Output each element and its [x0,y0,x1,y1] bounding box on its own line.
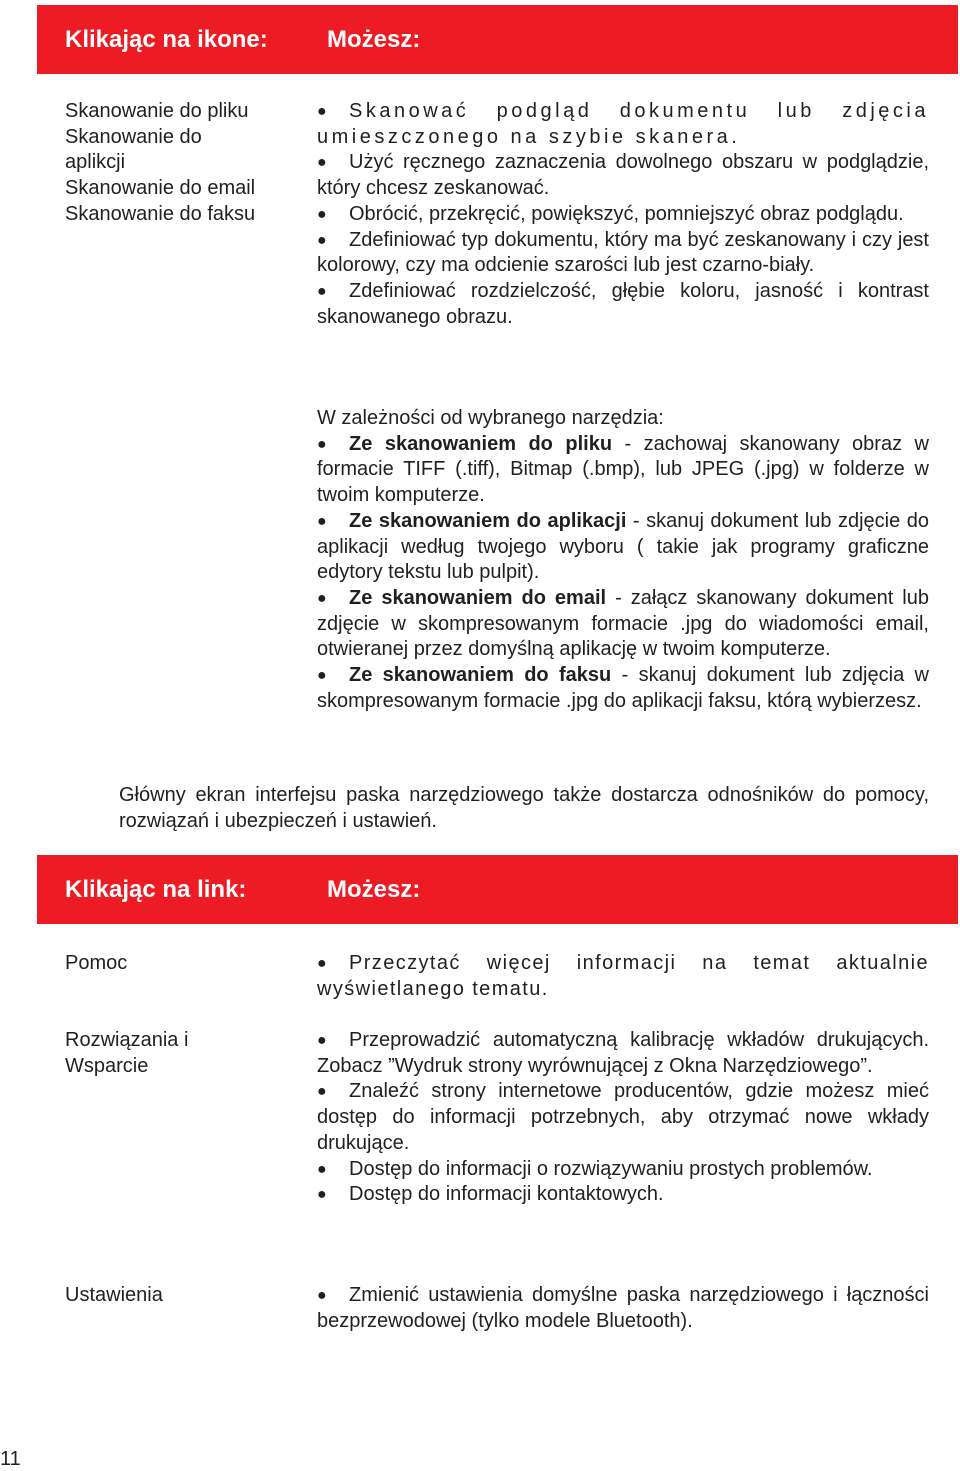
bullet-icon: ● [317,154,327,172]
bullet-icon: ● [317,205,327,223]
icon-name: Skanowanie do [65,125,202,148]
list-item: ● Użyć ręcznego zaznaczenia dowolnego obszaru w podglądzie, który chcesz zeskanować. [317,151,929,200]
bullet-icon: ● [317,231,327,249]
link-ustawienia: Ustawienia [65,1284,163,1306]
bullet-icon: ● [317,1160,327,1178]
header-col-actions: Możesz: [327,875,421,903]
header-col-icon: Klikając na ikone: [65,25,268,53]
list-item: ● Przeczytać więcej informacji na temat aktualnie wyświetlanego tematu. [317,952,929,1000]
list-item: ● Zmienić ustawienia domyślne paska narzędziowego i łączności bezprzewodowej (tylko modele Bluetooth). [317,1284,929,1332]
list-item: ● Skanować podgląd dokumentu lub zdjęcia umieszczonego na szybie skanera. [317,100,929,148]
bullet-icon: ● [317,1287,327,1304]
icon-name: Skanowanie do faksu [65,202,256,225]
tool-intro: W zależności od wybranego narzędzia: [317,407,664,429]
bullet-icon: ● [317,955,329,972]
list-item: ● Zdefiniować typ dokumentu, który ma być zeskanowany i czy jest kolorowy, czy ma odcienie szarości lub jest czarno-biały. [317,228,929,277]
row-pomoc [317,951,929,1002]
icon-list [65,99,255,228]
header-col-actions: Możesz: [327,25,421,53]
list-item: ● Dostęp do informacji kontaktowych. [317,1182,929,1208]
bullet-icon: ● [317,1032,327,1049]
list-item: ● Zdefiniować rozdzielczość, głębie koloru, jasność i kontrast skanowanego obrazu. [317,279,929,328]
bullet-icon: ● [317,667,327,685]
list-item: ● Ze skanowaniem do pliku - zachowaj skanowany obraz w formacie TIFF (.tiff), Bitmap (.bmp), lub JPEG (.jpg) w folderze w twoim komputerze. [317,432,929,507]
bullet-icon: ● [317,1083,327,1101]
bullet-icon: ● [317,512,327,530]
list-item: ● Ze skanowaniem do faksu - skanuj dokument lub zdjęcia w skompresowanym formacie .jpg do aplikacji faksu, którą wybierzesz. [317,664,929,712]
header-col-link: Klikając na link: [65,875,247,903]
icon-name: Skanowanie do pliku [65,100,249,122]
list-item: ● Ze skanowaniem do aplikacji - skanuj dokument lub zdjęcie do aplikacji według twojego wyboru ( takie jak programy graficzne edytory tekstu lub pulpit). [317,509,929,584]
icon-name: Skanowanie do email [65,177,256,200]
table-header-icons [37,5,958,74]
link-rozwiazania: Rozwiązania i Wsparcie [65,1029,189,1077]
bullet-icon: ● [317,589,327,607]
list-item: ● Przeprowadzić automatyczną kalibrację wkładów drukujących. Zobacz ”Wydruk strony wyrównującej z Okna Narzędziowego”. [317,1029,929,1077]
list-item: ● Dostęp do informacji o rozwiązywaniu prostych problemów. [317,1157,929,1183]
bullet-icon: ● [317,282,327,300]
page-number: 11 [0,1448,21,1470]
bullet-icon: ● [317,435,327,453]
tool-list [317,406,929,714]
list-item: ● Obrócić, przekręcić, powiększyć, pomniejszyć obraz podglądu. [317,202,929,228]
bullet-icon: ● [317,1186,327,1204]
list-item: ● Znaleźć strony internetowe producentów, gdzie możesz mieć dostęp do informacji potrzebnych, aby otrzymać nowe wkłady drukujące. [317,1080,929,1154]
list-item: ● Ze skanowaniem do email - załącz skanowany dokument lub zdjęcie w skompresowanym formacie .jpg do wiadomości email, otwieranej przez domyślną aplikację w twoim komputerze. [317,586,929,661]
icon-name: aplikcji [65,151,126,174]
link-pomoc: Pomoc [65,952,128,974]
bullet-icon: ● [317,103,331,120]
row-rozwiazania [317,1028,929,1208]
summary-paragraph: Główny ekran interfejsu paska narzędziowego także dostarcza odnośników do pomocy, rozwiązań i ubezpieczeń i ustawień. [119,784,929,832]
table-header-links [37,855,958,924]
row-ustawienia [317,1283,929,1334]
action-list [317,99,929,330]
